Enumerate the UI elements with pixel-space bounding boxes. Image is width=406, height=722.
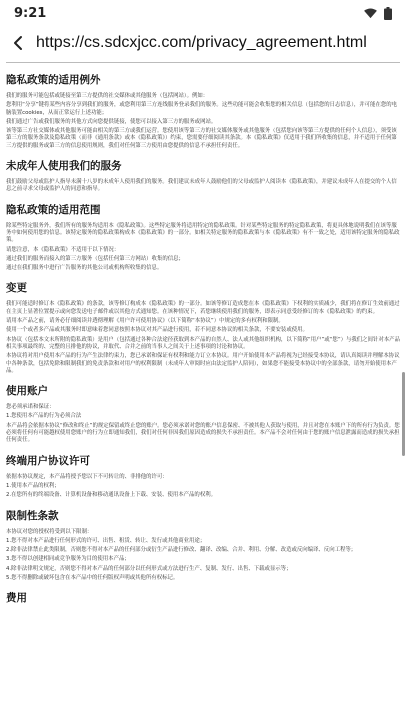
section-heading: 隐私政策的适用例外	[6, 74, 101, 86]
section-paragraph: 本协议（包括本文末所附的隐私政策）是用户（包括通过各种合法途径获取到本产品的自然人、法人或其他组织机构，以下简称“用户”或“您”）与我们之间针对本产品相关事项最终的、完整的且排他的协议，并取代、合并之前的当事人之间关于上述事项的讨论和协议。	[6, 336, 400, 350]
battery-icon	[384, 7, 392, 20]
policy-section	[6, 72, 400, 150]
section-paragraph: 我们鼓励父母或监护人指导未满十八岁的未成年人使用我们的服务。我们建议未成年人鼓励他们的父母或监护人阅读本《隐私政策》，并建议未成年人在提交的个人信息之前寻求父母或监护人的同意和指导。	[6, 179, 397, 193]
status-time: 9:21	[14, 5, 47, 21]
section-paragraph: 3.您不得以创建相同或竞争服务为目的使用本产品；	[6, 556, 130, 563]
back-arrow-icon	[11, 35, 25, 51]
section-paragraph: 通过在我们服务中进行广告服务的其他公司或机构所收集的信息。	[6, 265, 163, 272]
scrollbar-thumb[interactable]	[402, 372, 405, 456]
status-bar	[0, 0, 406, 26]
section-paragraph: 1.您不得对本产品进行任何形式的许可、出售、租赁、转让、发行或其他商业用途；	[6, 537, 206, 544]
section-paragraph: 除某些特定服务外，我们所有的服务均适用本《隐私政策》。这些特定服务将适用特定的隐私政策。针对某些特定服务的特定隐私政策，将更具体地说明我们在该等服务中如何使用您的信息。该特定服务的隐私政策构成本《隐私政策》的一部分。如相关特定服务的隐私政策与本《隐私政策》有不一致之处，适用该特定服务的隐私政策。	[6, 222, 400, 244]
policy-section	[6, 590, 400, 605]
content-divider	[6, 62, 400, 66]
url-text[interactable]: https://cs.sdcxjcc.com/privacy_agreement.html	[36, 34, 367, 51]
section-paragraph: 我们通过广告或我们服务的其他方式向您提供链接，使您可以接入第三方的服务或网站。	[6, 118, 217, 125]
section-paragraph: 依据本协议规定，本产品将授予您以下不可转让的、非排他的许可：	[6, 473, 168, 480]
policy-section	[6, 383, 400, 444]
section-paragraph: 1.使用本产品的权利；	[6, 482, 60, 489]
section-heading: 变更	[6, 282, 27, 295]
back-button[interactable]	[0, 26, 36, 60]
section-paragraph: 2.在您所有的终端设备、计算机设备和移动通讯设备上下载、安装、使用本产品的权利。	[6, 492, 216, 499]
section-paragraph: 本协议对您的授权将受到以下限制：	[6, 528, 93, 535]
section-heading: 隐私政策的适用范围	[6, 203, 101, 216]
policy-section	[6, 508, 400, 583]
section-heading: 费用	[6, 592, 27, 605]
section-paragraph: 通过我们的服务而接入的第三方服务（包括任何第三方网站）收集的信息；	[6, 255, 184, 262]
section-heading: 使用账户	[6, 385, 48, 398]
policy-section	[6, 280, 400, 375]
section-heading: 终端用户协议许可	[6, 454, 90, 467]
section-paragraph: 您必须承诺和保证：	[6, 404, 55, 411]
policy-section	[6, 453, 400, 500]
section-paragraph: 1.您使用本产品的行为必须合法	[6, 413, 82, 420]
browser-toolbar	[0, 26, 406, 60]
section-paragraph: 本协议将对用户使用本产品的行为产生法律约束力，您已承诺和保证有权利和能力订立本协议。用户开始使用本产品将视为已经接受本协议，请认真阅读并理解本协议中各种条款，包括免除和限制我们的免责条款和对用户的权利限制（未成年人审阅时应由法定监护人陪同），如果您不能接受本协议中的全部条款，请勿开始使用本产品。	[6, 353, 400, 374]
section-paragraph: 我们可能适时修订本《隐私政策》的条款，该等修订构成本《隐私政策》的一部分。如该等修订造成您在本《隐私政策》下权利的实质减少，我们将在修订生效前通过在主页上显著位置提示或向您发送电子邮件或以其他方式通知您。在该种情况下，若您继续使用我们的服务，即表示同意受经修订的本《隐私政策》的约束。	[6, 301, 400, 315]
section-paragraph: 本产品将会依据本协议“修改和终止”的规定保留或终止您的账户。您必须承诺对您的账户信息保密、不被其他人获取与使用，并且对您在本账户下的所有行为负责。您必须将任何有可能越权使用您账户的行为立即通知我们，我们对任何非因我们原因造成的损失不承担责任。本产品不会对任何由于您的账户信息泄露而造成的损失承担任何责任。	[6, 422, 400, 444]
section-paragraph: 使用一个或者多产品或其服务时即意味着您同意按照本协议对其产品进行使用，若不同意本协议的相关条款，不要安装或使用。	[6, 327, 308, 334]
section-heading: 未成年人使用我们的服务	[6, 160, 122, 173]
section-paragraph: 请用本产品之前，请务必仔细阅读并透彻理解《用户许可使用协议》（以下简称“本协议”）中规定的多有权利和限制。	[6, 318, 284, 325]
wifi-icon	[364, 8, 377, 19]
page-content	[0, 62, 406, 722]
section-paragraph: 4.除非法律明文规定，否则您不得对本产品的任何部分以任何形式或方法进行生产、复制、发行、出售、下载或显示等；	[6, 565, 292, 572]
section-paragraph: 请您注意，本《隐私政策》不适用于以下情况：	[6, 246, 120, 253]
section-heading: 限制性条款	[6, 509, 59, 522]
status-icons	[364, 7, 392, 20]
agreement-sections	[6, 72, 400, 605]
section-paragraph: 我们的服务可能包括或链接至第三方提供的社交媒体或其他服务（包括网站）。例如：	[6, 93, 209, 99]
section-paragraph: 您利用“分享”键将某些内容分享到我们的服务，或您利用第三方连线服务登录我们的服务。这些功能可能会收集您的相关信息（包括您的日志信息），并可能在您的电脑装置cookies，从而正常运行上述功能；	[6, 102, 398, 116]
policy-section	[6, 202, 400, 273]
section-paragraph: 该等第三方社交媒体或其他服务可能由相关的第三方或我们运营。您使用该等第三方的社交媒体服务或其他服务（包括您向该等第三方提供的任何个人信息），须受该第三方的服务条款及隐私政策（而非《通用条款》或本《隐私政策》）约束，您需要仔细阅读其条款。本《隐私政策》仅适用于我们所收集的信息，并不适用于任何第三方提供的服务或第三方的信息使用规则，我们对任何第三方使用由您提供的信息不承担任何责任。	[6, 128, 397, 149]
policy-section	[6, 158, 400, 194]
section-paragraph: 5.您不得删除或破坏包含在本产品中的任何版权声明或其他所有权标记。	[6, 574, 179, 581]
section-paragraph: 2.除非法律禁止此类限制，否则您不得对本产品的任何部分或衍生产品进行修改、翻译、改编、合并、利用、分解、改造或反向编译、反向工程等；	[6, 547, 357, 554]
